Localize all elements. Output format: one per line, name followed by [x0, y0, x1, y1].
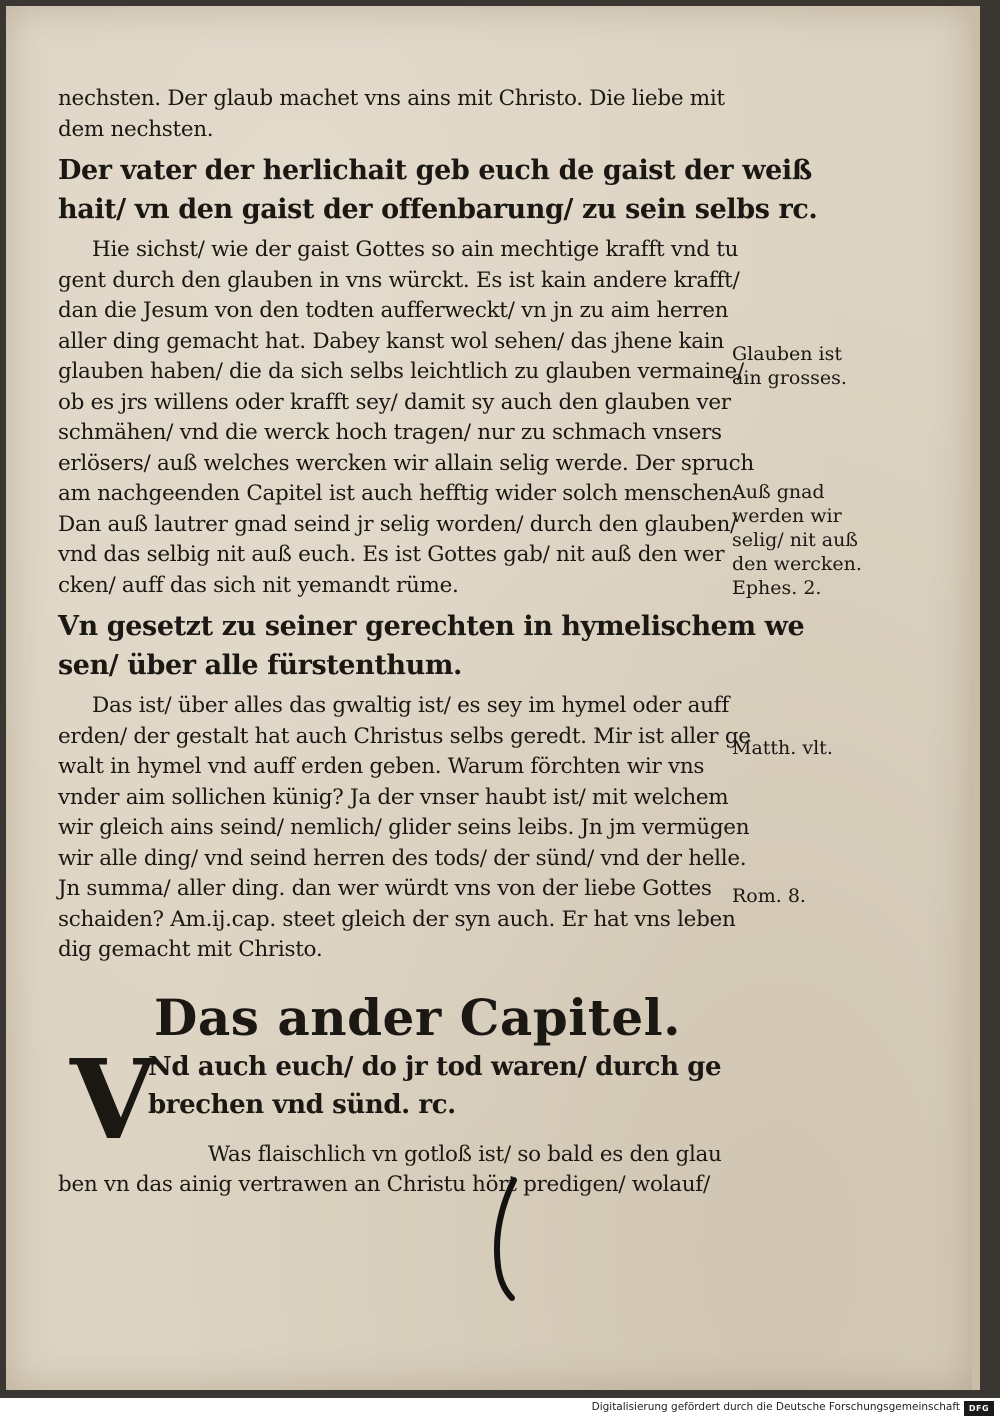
handwritten-mark: [476, 1174, 536, 1304]
text-line: wir alle ding/ vnd seind herren des tods/ der sünd/ vnd der helle.: [58, 845, 747, 871]
text-line: ben vn das ainig vertrawen an Christu hört predigen/ wolauf/: [58, 1172, 710, 1197]
text-line: ob es jrs willens oder krafft sey/ damit sy auch den glauben ver: [58, 389, 731, 415]
text-line: vnd das selbig nit auß euch. Es ist Gottes gab/ nit auß den wer: [58, 542, 725, 567]
text-line: glauben haben/ die da sich selbs leichtlich zu glauben vermaine/: [58, 359, 744, 384]
text-line: nechsten. Der glaub machet vns ains mit Christo. Die liebe mit: [58, 86, 725, 111]
margin-note-line: Auß gnad: [732, 481, 825, 503]
book-page: [6, 6, 980, 1390]
text-line: dan die Jesum von den todten aufferweckt/ vn jn zu aim herren: [58, 298, 729, 323]
margin-note-line: Glauben ist: [732, 343, 842, 365]
text-line: vnder aim sollichen künig? Ja der vnser haubt ist/ mit welchem: [58, 784, 729, 810]
margin-note-line: Ephes. 2.: [732, 577, 822, 599]
decorated-initial: V: [70, 1034, 156, 1164]
text-line: Das ist/ über alles das gwaltig ist/ es sey im hymel oder auff: [92, 693, 729, 718]
text-line: dem nechsten.: [58, 116, 214, 142]
margin-note-line: den wercken.: [732, 553, 862, 575]
digitization-footer: [0, 1398, 1000, 1419]
margin-note: [732, 480, 872, 600]
text-line: schaiden? Am.ij.cap. steet gleich der syn auch. Er hat vns leben: [58, 906, 736, 932]
margin-note-line: Matth. vlt.: [732, 737, 833, 759]
dfg-logo: DFG: [964, 1401, 994, 1416]
footer-credit: Digitalisierung gefördert durch die Deutsche Forschungsgemeinschaft: [591, 1401, 960, 1413]
text-line: cken/ auff das sich nit yemandt rüme.: [58, 572, 459, 598]
text-line: wir gleich ains seind/ nemlich/ glider seins leibs. Jn jm vermügen: [58, 815, 750, 840]
margin-note-line: selig/ nit auß: [732, 529, 858, 551]
scripture-heading: brechen vnd sünd. rc.: [148, 1089, 456, 1120]
chapter-title: Das ander Capitel.: [154, 987, 682, 1047]
scripture-heading: sen/ über alle fürstenthum.: [58, 650, 463, 681]
text-line: dig gemacht mit Christo.: [58, 937, 323, 962]
margin-note-line: werden wir: [732, 505, 842, 527]
scripture-heading: Vn gesetzt zu seiner gerechten in hymelischem we: [58, 611, 805, 642]
opening-verse: [148, 1048, 748, 1124]
scripture-heading: hait/ vn den gaist der offenbarung/ zu sein selbs rc.: [58, 194, 818, 225]
margin-note: [732, 736, 872, 760]
text-line: Hie sichst/ wie der gaist Gottes so ain mechtige krafft vnd tu: [92, 237, 739, 262]
text-line: aller ding gemacht hat. Dabey kanst wol sehen/ das jhene kain: [58, 328, 724, 354]
text-line: erlösers/ auß welches wercken wir allain selig werde. Der spruch: [58, 450, 754, 476]
margin-note-line: ain grosses.: [732, 367, 847, 389]
margin-note: [732, 884, 872, 908]
text-line: Dan auß lautrer gnad seind jr selig worden/ durch den glauben/: [58, 511, 737, 537]
margin-note-line: Rom. 8.: [732, 885, 806, 907]
text-line: schmähen/ vnd die werck hoch tragen/ nur zu schmach vnsers: [58, 420, 722, 445]
text-line: walt in hymel vnd auff erden geben. Warum förchten wir vns: [58, 754, 705, 779]
text-line: gent durch den glauben in vns würckt. Es ist kain andere krafft/: [58, 267, 740, 293]
text-line: Was flaischlich vn gotloß ist/ so bald es den glau: [208, 1141, 722, 1167]
scripture-heading: Nd auch euch/ do jr tod waren/ durch ge: [148, 1051, 722, 1082]
text-line: erden/ der gestalt hat auch Christus selbs geredt. Mir ist aller ge: [58, 723, 751, 749]
scripture-heading: Der vater der herlichait geb euch de gaist der weiß: [58, 155, 812, 186]
text-line: Jn summa/ aller ding. dan wer würdt vns von der liebe Gottes: [58, 876, 712, 901]
margin-note: [732, 342, 872, 390]
text-line: am nachgeenden Capitel ist auch hefftig wider solch menschen.: [58, 481, 739, 506]
